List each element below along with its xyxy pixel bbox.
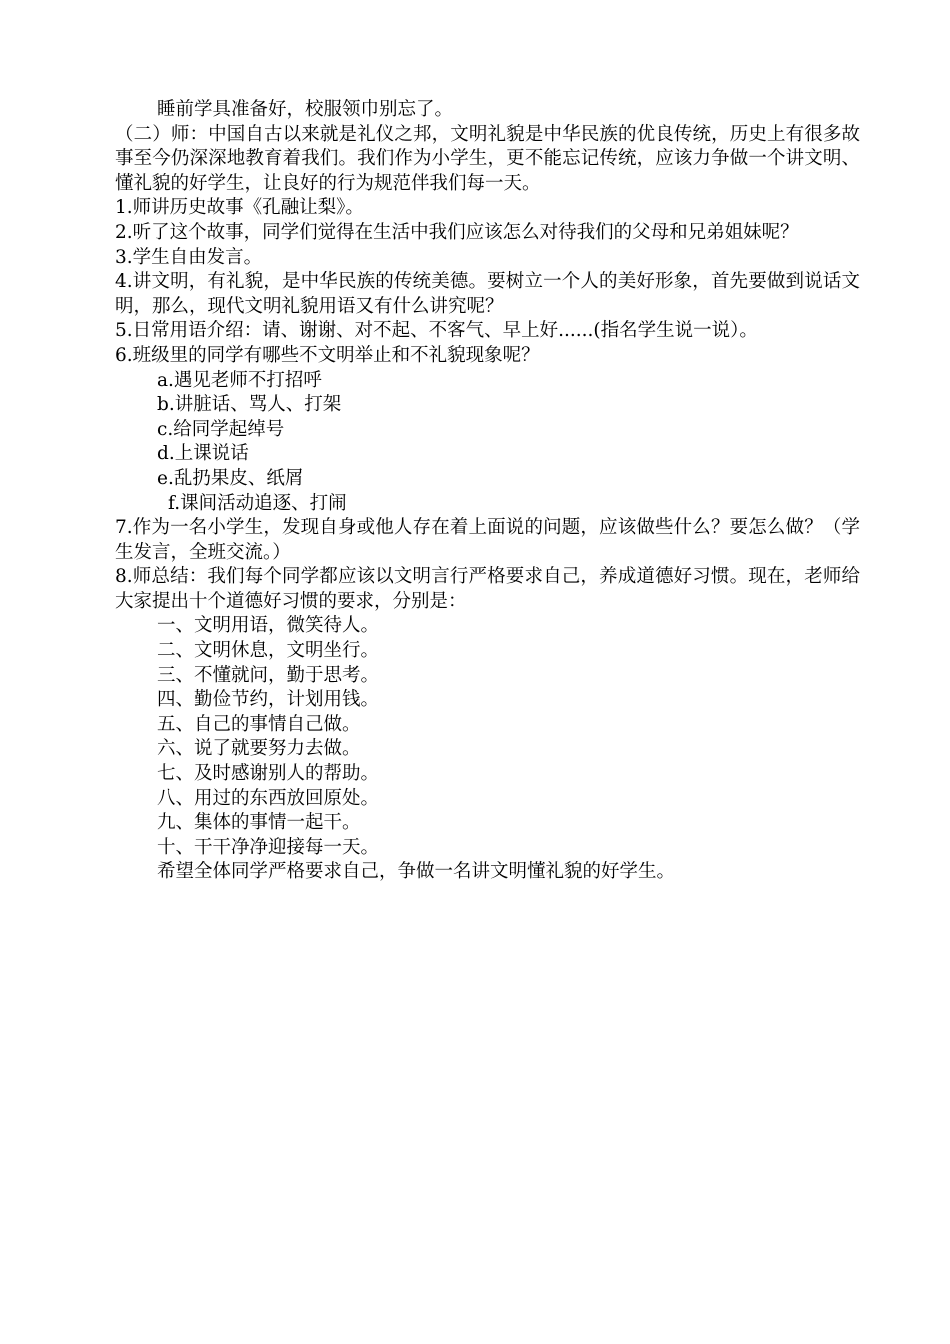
paragraph-p19: 四、勤俭节约，计划用钱。: [157, 689, 380, 711]
paragraph-p21: 六、说了就要努力去做。: [157, 738, 361, 760]
paragraph-p16: 一、文明用语，微笑待人。: [157, 615, 380, 637]
paragraph-p22: 七、及时感谢别人的帮助。: [157, 763, 380, 785]
paragraph-p13: f.课间活动追逐、打闹: [168, 492, 347, 514]
paragraph-p17: 二、文明休息，文明坐行。: [157, 640, 380, 662]
paragraph-p4: 3.学生自由发言。: [115, 246, 263, 268]
paragraph-p8: a.遇见老师不打招呼: [157, 369, 322, 391]
paragraph-p18: 三、不懂就问，勤于思考。: [157, 664, 380, 686]
paragraph-p3: 2.听了这个故事，同学们觉得在生活中我们应该怎么对待我们的父母和兄弟姐妹呢？: [115, 221, 799, 243]
paragraph-p6: 5.日常用语介绍：请、谢谢、对不起、不客气、早上好......(指名学生说一说）。: [115, 320, 758, 342]
paragraph-p9: b.讲脏话、骂人、打架: [157, 394, 342, 416]
paragraph-p12: e.乱扔果皮、纸屑: [157, 467, 304, 489]
paragraph-p26: 希望全体同学严格要求自己，争做一名讲文明懂礼貌的好学生。: [157, 861, 676, 883]
paragraph-p24: 九、集体的事情一起干。: [157, 812, 361, 834]
paragraph-p0: 睡前学具准备好，校服领巾别忘了。: [157, 99, 454, 120]
paragraph-p25: 十、干干净净迎接每一天。: [157, 836, 380, 858]
paragraph-p5: 4.讲文明，有礼貌，是中华民族的传统美德。要树立一个人的美好形象，首先要做到说话文明，那么，现代文明礼貌用语又有什么讲究呢？: [115, 271, 860, 317]
paragraph-p2: 1.师讲历史故事《孔融让梨》。: [115, 197, 364, 219]
paragraph-p14: 7.作为一名小学生，发现自身或他人存在着上面说的问题，应该做些什么？要怎么做？（学生发言，全班交流。）: [115, 517, 860, 563]
paragraph-p1: （二）师：中国自古以来就是礼仪之邦，文明礼貌是中华民族的优良传统，历史上有很多故事至今仍深深地教育着我们。我们作为小学生，更不能忘记传统，应该力争做一个讲文明、懂礼貌的好学生，让良好的行为规范伴我们每一天。: [115, 123, 860, 194]
paragraph-p23: 八、用过的东西放回原处。: [157, 787, 380, 809]
paragraph-p11: d.上课说话: [157, 443, 249, 465]
paragraph-p15: 8.师总结：我们每个同学都应该以文明言行严格要求自己，养成道德好习惯。现在，老师给大家提出十个道德好习惯的要求，分别是：: [115, 566, 860, 612]
paragraph-p20: 五、自己的事情自己做。: [157, 713, 361, 735]
paragraph-p10: c.给同学起绰号: [157, 418, 285, 440]
document-body: [115, 98, 860, 885]
paragraph-p7: 6.班级里的同学有哪些不文明举止和不礼貌现象呢？: [115, 344, 540, 366]
